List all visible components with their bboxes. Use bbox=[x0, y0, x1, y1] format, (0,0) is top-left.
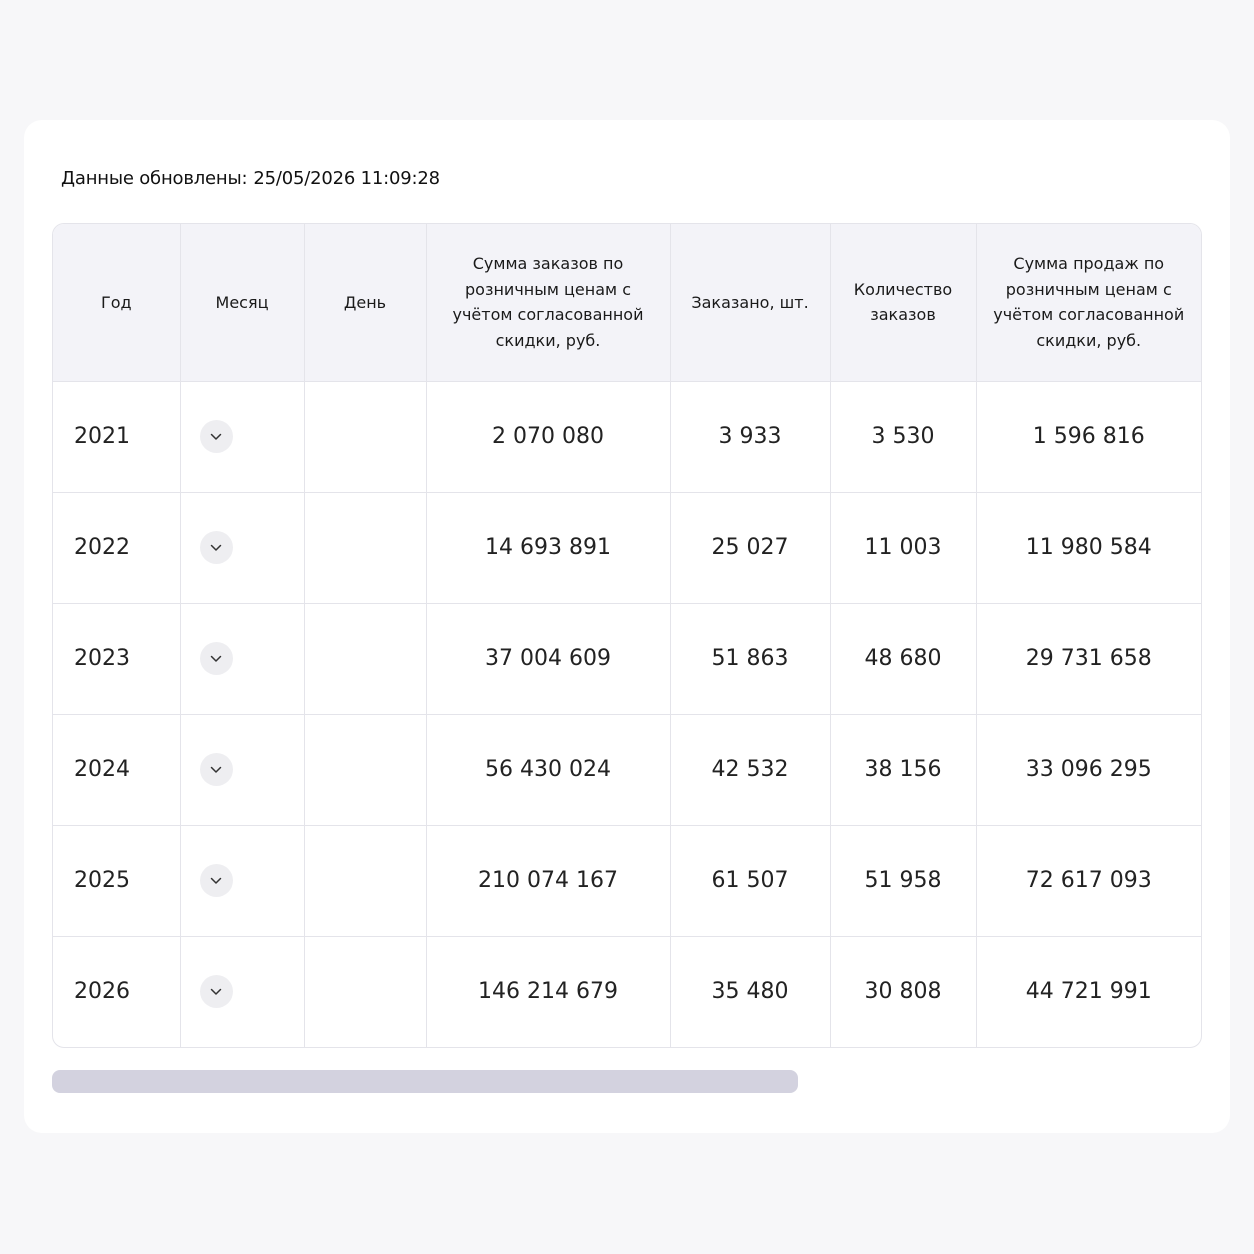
cell-order-count: 38 156 bbox=[830, 714, 976, 825]
cell-day bbox=[304, 381, 426, 492]
table-row bbox=[53, 714, 1201, 825]
cell-order-count: 11 003 bbox=[830, 492, 976, 603]
report-table bbox=[53, 224, 1201, 1047]
cell-ordered-qty: 42 532 bbox=[670, 714, 830, 825]
cell-order-count: 51 958 bbox=[830, 825, 976, 936]
cell-day bbox=[304, 825, 426, 936]
cell-order-sum: 2 070 080 bbox=[426, 381, 670, 492]
table-row bbox=[53, 936, 1201, 1047]
cell-year: 2022 bbox=[53, 492, 180, 603]
column-header-sales-sum[interactable]: Сумма продаж по розничным ценам с учётом согласованной скидки, руб. bbox=[976, 224, 1201, 381]
cell-order-count: 3 530 bbox=[830, 381, 976, 492]
chevron-down-icon bbox=[210, 655, 222, 663]
scrollbar-thumb[interactable] bbox=[52, 1070, 798, 1093]
chevron-down-icon bbox=[210, 433, 222, 441]
cell-month bbox=[180, 603, 304, 714]
cell-month bbox=[180, 825, 304, 936]
cell-order-sum: 210 074 167 bbox=[426, 825, 670, 936]
cell-order-sum: 146 214 679 bbox=[426, 936, 670, 1047]
cell-day bbox=[304, 714, 426, 825]
cell-sales-sum: 33 096 295 bbox=[976, 714, 1201, 825]
report-table-container bbox=[52, 223, 1202, 1048]
cell-sales-sum: 1 596 816 bbox=[976, 381, 1201, 492]
table-header-row bbox=[53, 224, 1201, 381]
expand-months-button[interactable] bbox=[200, 642, 233, 675]
expand-months-button[interactable] bbox=[200, 420, 233, 453]
data-updated-timestamp: 25/05/2026 11:09:28 bbox=[253, 168, 440, 189]
cell-order-sum: 37 004 609 bbox=[426, 603, 670, 714]
cell-year: 2024 bbox=[53, 714, 180, 825]
column-header-month[interactable]: Месяц bbox=[180, 224, 304, 381]
table-row bbox=[53, 825, 1201, 936]
cell-sales-sum: 44 721 991 bbox=[1025, 979, 1152, 1005]
column-header-year[interactable]: Год bbox=[53, 224, 180, 381]
column-header-day[interactable]: День bbox=[304, 224, 426, 381]
cell-year: 2025 bbox=[53, 825, 180, 936]
cell-day bbox=[304, 492, 426, 603]
cell-ordered-qty: 51 863 bbox=[670, 603, 830, 714]
cell-month bbox=[180, 381, 304, 492]
cell-order-count: 48 680 bbox=[830, 603, 976, 714]
horizontal-scrollbar[interactable] bbox=[52, 1070, 1200, 1093]
cell-ordered-qty: 3 933 bbox=[670, 381, 830, 492]
table-row bbox=[53, 492, 1201, 603]
cell-ordered-qty: 61 507 bbox=[670, 825, 830, 936]
table-body bbox=[53, 381, 1201, 1047]
column-header-ordered-qty[interactable]: Заказано, шт. bbox=[670, 224, 830, 381]
data-updated-label: Данные обновлены: bbox=[61, 168, 248, 189]
cell-year: 2021 bbox=[53, 381, 180, 492]
cell-ordered-qty: 35 480 bbox=[670, 936, 830, 1047]
cell-sales-sum: 72 617 093 bbox=[976, 825, 1201, 936]
cell-order-sum: 56 430 024 bbox=[426, 714, 670, 825]
column-header-order-count[interactable]: Количество заказов bbox=[830, 224, 976, 381]
table-row bbox=[53, 603, 1201, 714]
chevron-down-icon bbox=[210, 877, 222, 885]
cell-year: 2023 bbox=[53, 603, 180, 714]
expand-months-button[interactable] bbox=[200, 975, 233, 1008]
chevron-down-icon bbox=[210, 766, 222, 774]
cell-order-sum: 14 693 891 bbox=[426, 492, 670, 603]
table-header bbox=[53, 224, 1201, 381]
expand-months-button[interactable] bbox=[200, 531, 233, 564]
expand-months-button[interactable] bbox=[200, 753, 233, 786]
chevron-down-icon bbox=[210, 544, 222, 552]
cell-sales-sum: 29 731 658 bbox=[976, 603, 1201, 714]
cell-ordered-qty: 25 027 bbox=[670, 492, 830, 603]
data-updated-info bbox=[61, 168, 446, 189]
cell-month bbox=[180, 714, 304, 825]
cell-year: 2026 bbox=[53, 936, 180, 1047]
report-card bbox=[24, 120, 1230, 1133]
chevron-down-icon bbox=[210, 988, 222, 996]
cell-day bbox=[304, 936, 426, 1047]
cell-month bbox=[180, 492, 304, 603]
cell-order-count: 30 808 bbox=[830, 936, 976, 1047]
column-header-order-sum[interactable]: Сумма заказов по розничным ценам с учётом согласованной скидки, руб. bbox=[426, 224, 670, 381]
cell-day bbox=[304, 603, 426, 714]
expand-months-button[interactable] bbox=[200, 864, 233, 897]
cell-sales-sum: 11 980 584 bbox=[976, 492, 1201, 603]
table-row bbox=[53, 381, 1201, 492]
cell-month bbox=[180, 936, 304, 1047]
